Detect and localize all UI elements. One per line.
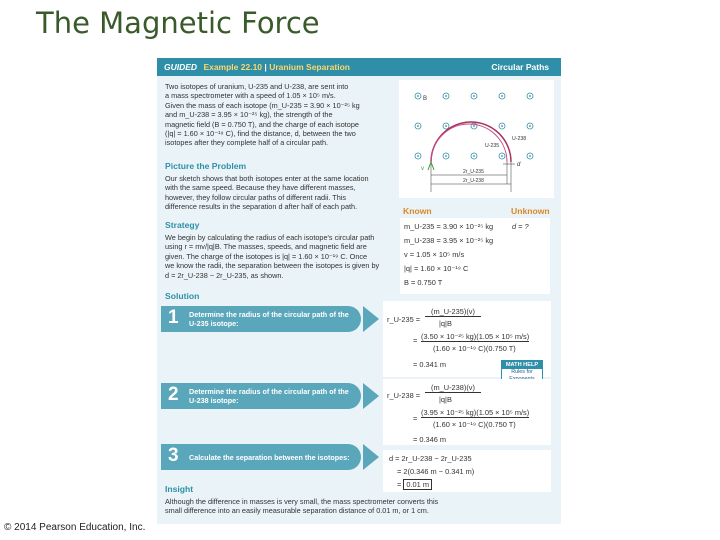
eq1-den: |q|B [439,319,452,328]
u238-label: U-238 [512,136,527,142]
unknown-d: d = ? [512,222,529,231]
u235-label: U-235 [485,143,500,149]
eq1-result: = 0.341 m [413,360,447,369]
r238-label: 2r_U-238 [463,178,484,184]
eq1-num: (m_U-235)(v) [425,307,481,317]
eq1-eqsign: = [413,336,418,345]
eq2-lhs: r_U-238 = [387,391,421,400]
eq2-num: (m_U-238)(v) [425,383,481,393]
insight-text: Although the difference in masses is very small, the mass spectrometer converts this small difference into an easily measurable separation distance of 0.01 m, or 1 cm. [165,497,439,516]
known-v: v = 1.05 × 10⁵ m/s [404,250,465,259]
example-page [157,58,561,524]
example-name: Uranium Separation [269,62,350,72]
eq1-den2: (1.60 × 10⁻¹⁹ C)(0.750 T) [433,344,516,353]
step-2-arrow [363,383,379,409]
r235-label: 2r_U-235 [463,169,484,175]
solution-heading: Solution [165,291,200,301]
known-values [400,218,550,294]
eq1-num2: (3.50 × 10⁻²⁵ kg)(1.05 × 10⁵ m/s) [421,332,530,341]
example-topic: Circular Paths [491,62,549,72]
copyright-notice: © 2014 Pearson Education, Inc. [4,522,146,533]
eq2-den2: (1.60 × 10⁻¹⁹ C)(0.750 T) [433,420,516,429]
eq2-result: = 0.346 m [413,435,447,444]
eq1-lhs: r_U-235 = [387,315,421,324]
insight-heading: Insight [165,484,194,494]
final-answer: 0.01 m [403,479,432,490]
picture-heading: Picture the Problem [165,161,247,171]
solution-step-3: 3 Calculate the separation between the isotopes: [161,444,361,470]
eq3-line1: d = 2r_U-238 − 2r_U-235 [389,454,472,463]
circular-paths-diagram [399,80,554,198]
eq2-num2: (3.95 × 10⁻²⁵ kg)(1.05 × 10⁵ m/s) [421,408,530,417]
picture-text: Our sketch shows that both isotopes enter at the same location with the same speed. Because they have different masses, however, they follow circular paths of different radii. This difference results in the separation d after half of each path. [165,174,369,212]
known-m235: m_U-235 = 3.90 × 10⁻²⁵ kg [404,222,494,231]
paths-sketch [399,80,554,198]
solution-step-1: 1 Determine the radius of the circular path of the U-235 isotope: [161,306,361,332]
eq3-line2: = 2(0.346 m − 0.341 m) [397,467,475,476]
example-header-bar [157,58,561,76]
solution-step-2: 2 Determine the radius of the circular path of the U-238 isotope: [161,383,361,409]
slide-title: The Magnetic Force [36,6,320,40]
strategy-text: We begin by calculating the radius of each isotope's circular path using r = mv/|q|B. The masses, speeds, and magnetic field are given. The charge of the isotopes is |q| = 1.60 × 10⁻¹⁹ C. Once we know the radii, the separation between the isotopes is given by d = 2r_U-238 − 2r_U-235, as shown. [165,233,380,280]
known-b: B = 0.750 T [404,278,443,287]
b-label: B [423,96,428,102]
known-heading: Known [403,206,432,216]
eq2-den: |q|B [439,395,452,404]
example-number: Example 22.10 [203,62,263,72]
strategy-heading: Strategy [165,220,200,230]
known-m238: m_U-238 = 3.95 × 10⁻²⁵ kg [404,236,494,245]
v-label: v [421,166,424,172]
problem-statement: Two isotopes of uranium, U-235 and U-238, are sent into a mass spectrometer with a speed of 1.05 × 10⁵ m/s. Given the mass of each isotope (m_U-235 = 3.90 × 10⁻²⁵ kg and m_U-238 = 3.95 × 10⁻²⁵ kg), the strength of the magnetic field (B = 0.750 T), and the charge of each isotope (|q| = 1.60 × 10⁻¹⁹ C), find the distance, d, between the two isotopes after they complete half of a circular path. [165,82,360,148]
header-separator: | [264,62,267,72]
step-1-arrow [363,306,379,332]
math-help-box[interactable]: MATH HELP Rules for [501,360,543,408]
eq2-eqsign: = [413,414,418,423]
step-3-arrow [363,444,379,470]
d-label: d [517,162,521,168]
known-q: |q| = 1.60 × 10⁻¹⁹ C [404,264,469,273]
guided-label: GUIDED [164,62,198,72]
eq3-line3: = 0.01 m [397,480,432,489]
unknown-heading: Unknown [511,206,550,216]
